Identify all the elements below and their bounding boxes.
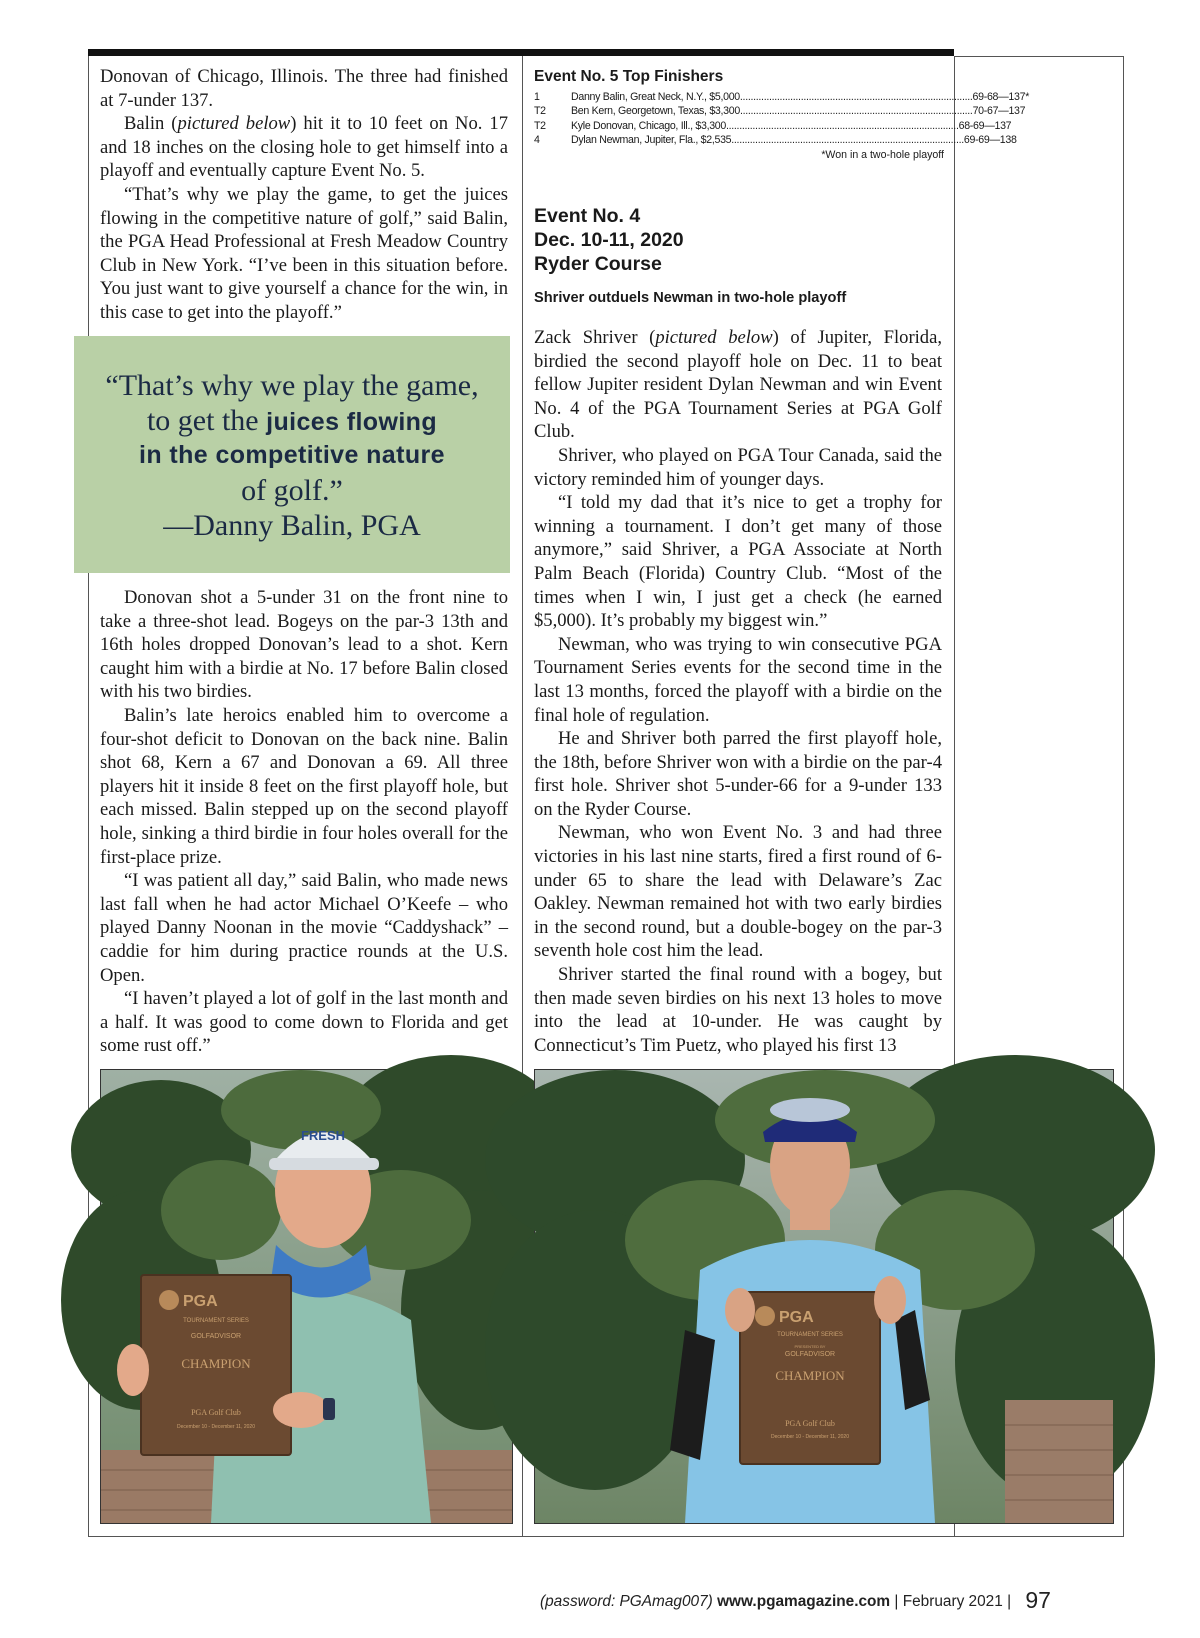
pull-quote-line: in the competitive nature bbox=[139, 441, 445, 469]
text: juices flowing bbox=[266, 408, 438, 436]
article-column-right bbox=[534, 326, 942, 1057]
paragraph: Newman, who won Event No. 3 and had three victories in his last nine starts, fired a first round of 6-under 65 to share the lead with Delaware’s Zac Oakley. Newman remained hot with two early birdies in the second round, but a double-bogey on the par-3 seventh hole cost him the lead. bbox=[534, 822, 942, 962]
pull-quote bbox=[74, 336, 510, 573]
text: ) of Jupiter, Florida, birdied the second playoff hole on Dec. 11 to beat fellow Jupiter resident Dylan Newman and win Event No. 4 of the PGA Tournament Series at PGA Golf Club. bbox=[534, 327, 943, 443]
score: 68-69—137 bbox=[958, 119, 1012, 132]
plaque-date: December 10 - December 11, 2020 bbox=[176, 1424, 256, 1430]
table-title: Event No. 5 Top Finishers bbox=[534, 68, 724, 85]
trophy-plaque bbox=[141, 1275, 291, 1455]
cap-text: FRESH bbox=[300, 1128, 346, 1143]
paragraph bbox=[534, 326, 942, 444]
text: pictured below bbox=[655, 327, 773, 348]
paragraph: Donovan shot a 5-under 31 on the front nine to take a three-shot lead. Bogeys on the par-3 13th and 16th holes dropped Donovan’s lead to a shot. Kern caught him with a birdie at No. 17 before Balin closed with his two birdies. bbox=[100, 587, 508, 703]
article-column-left-bottom bbox=[100, 586, 508, 1058]
photo-zack-shriver bbox=[534, 1069, 1114, 1524]
section-subhead: Shriver outduels Newman in two-hole playoff bbox=[534, 290, 847, 306]
text: ) hit it to 10 feet on No. 17 and 18 inches on the closing hole to get himself into a playoff and eventually capture Event No. 5. bbox=[100, 113, 509, 182]
footer-password: (password: PGAmag007) bbox=[540, 1593, 713, 1610]
player: Ben Kern, Georgetown, Texas, $3,300 bbox=[571, 105, 740, 118]
plaque-series: TOURNAMENT SERIES bbox=[777, 1332, 843, 1338]
pull-quote-attribution: —Danny Balin, PGA bbox=[163, 509, 421, 542]
score: 70-67—137 bbox=[972, 105, 1026, 118]
paragraph: Newman, who was trying to win consecutive PGA Tournament Series events for the second time in the last 13 months, forced the playoff with a birdie on the final hole of regulation. bbox=[534, 633, 942, 726]
plaque-logo: PGA bbox=[779, 1309, 814, 1326]
table-row: T2 Kyle Donovan, Chicago, Ill., $3,300 ........................................................................................ 68-69—137 bbox=[534, 119, 1012, 132]
position: T2 bbox=[534, 105, 546, 118]
paragraph bbox=[100, 112, 508, 183]
paragraph: “I haven’t played a lot of golf in the last month and a half. It was good to come down to Florida and get some rust off.” bbox=[100, 988, 508, 1057]
paragraph: He and Shriver both parred the first playoff hole, the 18th, before Shriver won with a birdie on the par-4 first hole. Shriver shot 5-under-66 for a 9-under 133 on the Ryder Course. bbox=[534, 728, 942, 820]
table-row: 4 Dylan Newman, Jupiter, Fla., $2,535 ........................................................................................ 69-69—138 bbox=[534, 134, 1017, 147]
plaque-sponsor: GOLFADVISOR bbox=[190, 1333, 242, 1340]
footer-date: February 2021 bbox=[902, 1593, 1003, 1610]
position: T2 bbox=[534, 119, 546, 132]
top-finishers-table bbox=[534, 68, 1030, 162]
plaque-sponsor: GOLFADVISOR bbox=[784, 1351, 836, 1358]
page-number: 97 bbox=[1025, 1587, 1051, 1613]
paragraph: Shriver, who played on PGA Tour Canada, said the victory reminded him of younger days. bbox=[534, 444, 942, 490]
plaque-venue: PGA Golf Club bbox=[191, 1408, 241, 1417]
frame-line bbox=[954, 56, 1124, 57]
paragraph: Balin’s late heroics enabled him to overcome a four-shot deficit to Donovan on the back nine. Balin shot 68, Kern a 67 and Donovan a 69. All three players hit it inside 8 feet on the first playoff hole, but each missed. Balin stepped up on the second playoff hole, sinking a third birdie in four holes overall for the first-place prize. bbox=[100, 704, 508, 868]
paragraph: “I was patient all day,” said Balin, who made news last fall when he had actor Michael O’Keefe – who played Danny Noonan in the movie “Caddyshack” – caddie for him during practice rounds at the U.S. Open. bbox=[100, 870, 508, 986]
plaque-date: December 10 - December 11, 2020 bbox=[770, 1434, 850, 1440]
table-footnote: *Won in a two-hole playoff bbox=[821, 148, 944, 161]
paragraph: “I told my dad that it’s nice to get a trophy for winning a tournament. I don’t get many of those anymore,” said Shriver, a PGA Associate at North Palm Beach (Florida) Country Club. “Most of the times when I win, I just get a check (he earned $5,000). It’s probably my biggest win.” bbox=[534, 492, 942, 632]
heading-line: Event No. 4 bbox=[534, 205, 641, 227]
frame-line bbox=[88, 1536, 1124, 1537]
paragraph: Donovan of Chicago, Illinois. The three had finished at 7-under 137. bbox=[100, 66, 508, 111]
page-footer: (password: PGAmag007) www.pgamagazine.com | February 2021 | 97 bbox=[540, 1587, 1051, 1613]
plaque-logo: PGA bbox=[183, 1293, 218, 1310]
table-row: 1 Danny Balin, Great Neck, N.Y., $5,000 ........................................................................................ 69-68—137* bbox=[534, 91, 1030, 103]
plaque-title: CHAMPION bbox=[181, 1356, 251, 1371]
player: Dylan Newman, Jupiter, Fla., $2,535 bbox=[571, 134, 732, 147]
plaque-venue: PGA Golf Club bbox=[785, 1419, 835, 1428]
paragraph: “That’s why we play the game, to get the juices flowing in the competitive nature of golf,” said Balin, the PGA Head Professional at Fresh Meadow Country Club in New York. “I’ve been in this situation before. You just want to give yourself a chance for the win, in this case to get into the playoff.” bbox=[100, 183, 508, 323]
text: to get the bbox=[146, 404, 267, 437]
pull-quote-line: of golf.” bbox=[241, 474, 343, 507]
player: Kyle Donovan, Chicago, Ill., $3,300 bbox=[571, 119, 726, 132]
plaque-series: TOURNAMENT SERIES bbox=[183, 1318, 249, 1324]
article-column-left-top bbox=[100, 65, 508, 325]
position: 4 bbox=[534, 134, 540, 147]
text: Balin ( bbox=[124, 113, 178, 135]
section-heading bbox=[534, 204, 944, 276]
text: pictured below bbox=[177, 113, 291, 135]
player: Danny Balin, Great Neck, N.Y., $5,000 bbox=[571, 91, 740, 103]
heading-line: Ryder Course bbox=[534, 253, 662, 275]
plaque-presented: PRESENTED BY bbox=[794, 1344, 826, 1349]
score: 69-68—137* bbox=[972, 91, 1030, 103]
paragraph: Shriver started the final round with a bogey, but then made seven birdies on his next 13 holes to move into the lead at 10-under. He was caught by Connecticut’s Tim Puetz, who played his first 13 bbox=[534, 964, 942, 1056]
score: 69-69—138 bbox=[963, 134, 1017, 147]
plaque-title: CHAMPION bbox=[775, 1368, 845, 1383]
top-rule bbox=[88, 49, 954, 56]
trophy-plaque bbox=[740, 1292, 880, 1464]
table-row: T2 Ben Kern, Georgetown, Texas, $3,300 ........................................................................................ 70-67—137 bbox=[534, 105, 1026, 118]
heading-line: Dec. 10-11, 2020 bbox=[534, 229, 684, 251]
pull-quote-line bbox=[74, 403, 510, 438]
footer-url[interactable]: www.pgamagazine.com bbox=[717, 1593, 891, 1610]
text: Zack Shriver ( bbox=[534, 327, 656, 348]
pull-quote-line: “That’s why we play the game, bbox=[105, 369, 479, 402]
photo-danny-balin bbox=[100, 1069, 513, 1524]
position: 1 bbox=[534, 91, 540, 103]
